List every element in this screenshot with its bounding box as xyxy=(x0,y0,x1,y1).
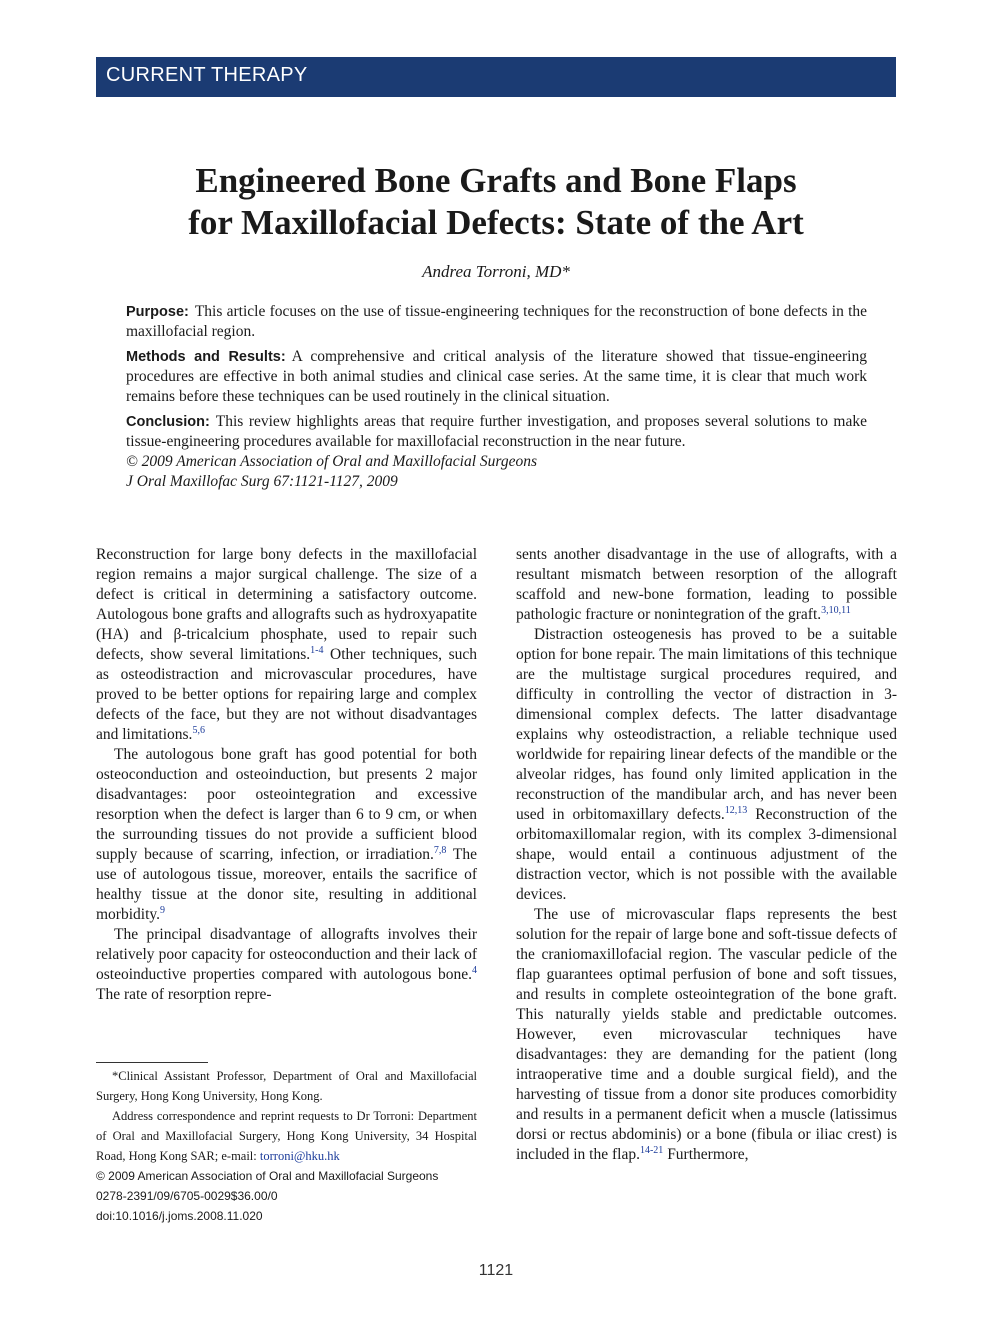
text-run: The use of autologous tissue, moreover, entails the sacrifice of healthy tissue at the donor site, resulting in additional morbidity. xyxy=(96,846,477,923)
reference-link[interactable]: 3,10,11 xyxy=(821,605,851,616)
purpose-label: Purpose: xyxy=(126,304,189,320)
abstract xyxy=(126,302,867,492)
title-line-1: Engineered Bone Grafts and Bone Flaps xyxy=(195,161,797,200)
abstract-copyright: © 2009 American Association of Oral and Maxillofacial Surgeons xyxy=(126,453,538,470)
section-label: CURRENT THERAPY xyxy=(106,64,308,86)
address-text: Address correspondence and reprint requests to Dr Torroni: Department of Oral and Maxillofacial Surgery, Hong Kong University, 34 Hospital Road, Hong Kong SAR; e-mail: xyxy=(96,1109,477,1163)
text-run: The rate of resorption repre- xyxy=(96,986,272,1003)
paragraph xyxy=(96,925,477,1005)
text-run: sents another disadvantage in the use of allografts, with a resultant mismatch between resorption of the allograft scaffold and new-bone formation, leading to possible pathologic fracture or nonintegration of the graft. xyxy=(516,546,897,623)
footnote-address xyxy=(96,1106,477,1166)
text-run: Furthermore, xyxy=(663,1146,749,1163)
abstract-purpose xyxy=(126,302,867,342)
footnote-issn: 0278-2391/09/6705-0029$36.00/0 xyxy=(96,1189,278,1203)
title-line-2: for Maxillofacial Defects: State of the Art xyxy=(188,203,804,242)
paragraph xyxy=(516,545,897,625)
text-run: The autologous bone graft has good potential for both osteoconduction and osteoinduction, but presents 2 major disadvantages: poor osteointegration and excessive resorption when the defect is larger than 6 to 9 cm, or when the surrounding tissues do not provide a sufficient blood supply because of scarring, infection, or irradiation. xyxy=(96,746,477,863)
section-banner xyxy=(96,57,896,97)
article-title xyxy=(96,160,896,244)
abstract-conclusion xyxy=(126,412,867,452)
text-run: Reconstruction of the orbitomaxillomalar region, with its complex 3-dimensional shape, would entail a continuous adjustment of the distraction vector, which is not possible with the available devices. xyxy=(516,806,897,903)
methods-text: A comprehensive and critical analysis of the literature showed that tissue-engineering procedures are effective in both animal studies and clinical case series. At the same time, it is clear that much work remains before these techniques can be used routinely in the clinical situation. xyxy=(126,348,867,405)
text-run: The principal disadvantage of allografts involves their relatively poor capacity for osteoconduction and their lack of osteoinductive properties compared with autologous bone. xyxy=(96,926,477,983)
reference-link[interactable]: 14-21 xyxy=(639,1145,664,1156)
paragraph xyxy=(516,905,897,1165)
text-run: Distraction osteogenesis has proved to be a suitable option for bone repair. The main limitations of this technique are the multistage surgical procedures required, and difficulty in controlling the vector of distraction in 3-dimensional complex defects. The latter disadvantage explains why osteodistraction, a reliable technique used worldwide for repairing linear defects of the mandible or the alveolar ridges, has found only limited application in the reconstruction of the mandibular arch, and has never been used in orbitomaxillary defects. xyxy=(516,626,897,823)
reference-link[interactable]: 7,8 xyxy=(433,845,447,856)
author-name: Andrea Torroni, MD* xyxy=(422,262,570,281)
reference-link[interactable]: 1-4 xyxy=(310,645,324,656)
footnote-doi[interactable]: doi:10.1016/j.joms.2008.11.020 xyxy=(96,1209,263,1223)
reference-link[interactable]: 9 xyxy=(160,905,166,916)
page-number: 1121 xyxy=(478,1262,514,1279)
footnote-affiliation: *Clinical Assistant Professor, Department of Oral and Maxillofacial Surgery, Hong Kong University, Hong Kong. xyxy=(96,1069,477,1103)
footnote-copyright: © 2009 American Association of Oral and Maxillofacial Surgeons xyxy=(96,1169,439,1183)
text-run: Reconstruction for large bony defects in the maxillofacial region remains a major surgical challenge. The size of a defect is critical in determining a satisfactory outcome. Autologous bone grafts and allografts such as hydroxyapatite (HA) and β-tricalcium phosphate, used to repair such defects, show several limitations. xyxy=(96,546,477,663)
body-column-right xyxy=(516,545,897,1165)
paragraph xyxy=(96,745,477,925)
footnote-divider xyxy=(96,1062,208,1063)
paragraph xyxy=(96,545,477,745)
body-column-left xyxy=(96,545,477,1005)
paragraph xyxy=(516,625,897,905)
footnotes xyxy=(96,1066,477,1226)
conclusion-text: This review highlights areas that require further investigation, and proposes several solutions to make tissue-engineering procedures available for maxillofacial reconstruction in the near future. xyxy=(126,413,867,450)
abstract-citation: J Oral Maxillofac Surg 67:1121-1127, 2009 xyxy=(126,473,398,490)
reference-link[interactable]: 12,13 xyxy=(724,805,748,816)
abstract-methods xyxy=(126,347,867,407)
reference-link[interactable]: 5,6 xyxy=(192,725,205,736)
text-run: Other techniques, such as osteodistraction and microvascular procedures, have proved to be better options for repairing large and complex defects of the face, but they are not without disadvantages and limitations. xyxy=(96,646,477,743)
purpose-text: This article focuses on the use of tissue-engineering techniques for the reconstruction of bone defects in the maxillofacial region. xyxy=(126,303,867,340)
text-run: The use of microvascular flaps represents the best solution for the repair of large bone and soft-tissue defects of the craniomaxillofacial region. The vascular pedicle of the flap guarantees optimal perfusion of bone and soft tissues, and results in complete osteointegration of the bone graft. This naturally yields stable and predictable outcomes. However, even microvascular techniques have disadvantages: they are demanding for the patient (long intraoperative time and a double surgical field), and the harvesting of tissue from a donor site produces comorbidity and results in a permanent deficit when a muscle (latissimus dorsi or rectus abdominis) or a bone (fibula or iliac crest) is included in the flap. xyxy=(516,906,897,1163)
methods-label: Methods and Results: xyxy=(126,349,286,365)
email-link[interactable]: torroni@hku.hk xyxy=(259,1149,340,1163)
reference-link[interactable]: 4 xyxy=(472,965,477,976)
conclusion-label: Conclusion: xyxy=(126,414,210,430)
